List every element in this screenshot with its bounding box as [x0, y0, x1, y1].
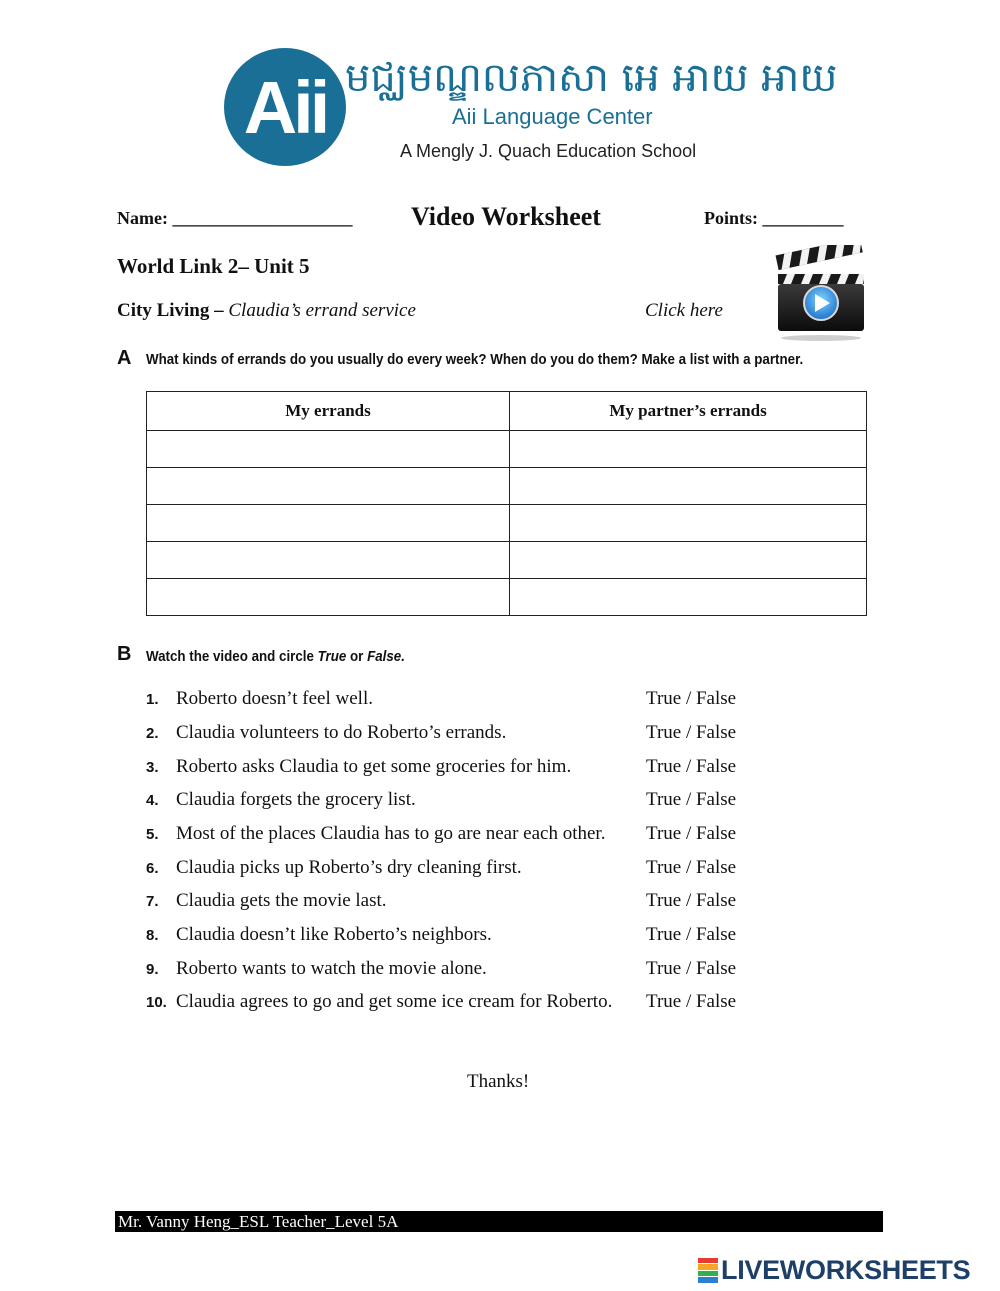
true-false-choice[interactable]: True / False: [646, 722, 737, 743]
question-item: [146, 823, 786, 853]
question-text: Claudia gets the movie last.: [176, 890, 387, 911]
question-number: 4.: [146, 792, 159, 809]
instruction-true: True: [317, 648, 347, 665]
logo-text: Aii: [243, 65, 327, 149]
question-number: 3.: [146, 759, 159, 776]
my-errand-cell[interactable]: [147, 468, 510, 505]
question-item: [146, 756, 786, 786]
logo-block-green: [698, 1271, 718, 1277]
table-row: [147, 431, 867, 468]
logo-block-red: [698, 1258, 718, 1264]
name-field[interactable]: Name: ____________________: [117, 208, 353, 228]
my-errand-cell[interactable]: [147, 579, 510, 616]
errands-table: [146, 391, 867, 616]
question-text: Claudia volunteers to do Roberto’s errands.: [176, 722, 507, 743]
true-false-choice[interactable]: True / False: [646, 857, 737, 878]
question-number: 7.: [146, 893, 159, 910]
closing-thanks: Thanks!: [467, 1071, 530, 1092]
true-false-choice[interactable]: True / False: [646, 789, 737, 810]
question-text: Claudia doesn’t like Roberto’s neighbors.: [176, 924, 492, 945]
center-name: Aii Language Center: [452, 104, 653, 129]
question-text: Claudia forgets the grocery list.: [176, 789, 416, 810]
partner-errand-cell[interactable]: [510, 542, 867, 579]
section-b-instruction: [146, 648, 405, 665]
true-false-choice[interactable]: True / False: [646, 688, 737, 709]
true-false-choice[interactable]: True / False: [646, 958, 737, 979]
logo-block-blue: [698, 1277, 718, 1283]
my-errand-cell[interactable]: [147, 431, 510, 468]
question-text: Claudia agrees to go and get some ice cream for Roberto.: [176, 991, 613, 1012]
lesson-topic: City Living –: [117, 300, 224, 321]
video-clapperboard-icon[interactable]: [775, 245, 867, 343]
partner-errand-cell[interactable]: [510, 431, 867, 468]
my-errand-cell[interactable]: [147, 505, 510, 542]
section-a-instruction: What kinds of errands do you usually do every week? When do you do them? Make a list with a partner.: [146, 351, 804, 368]
question-number: 6.: [146, 860, 159, 877]
clapperboard-svg: [775, 245, 867, 343]
question-text: Most of the places Claudia has to go are near each other.: [176, 823, 606, 844]
partner-errand-cell[interactable]: [510, 579, 867, 616]
table-row: [147, 579, 867, 616]
points-field: Points: _________: [704, 208, 844, 228]
khmer-center-name: មជ្ឈមណ្ឌលភាសា អេ អាយ អាយ: [345, 55, 838, 101]
true-false-choice[interactable]: True / False: [646, 991, 737, 1012]
lesson-subtitle: Claudia’s errand service: [228, 300, 416, 321]
question-item: [146, 789, 786, 819]
table-row: [147, 468, 867, 505]
liveworksheets-name: LIVEWORKSHEETS: [721, 1254, 971, 1285]
instruction-prefix: Watch the video and circle: [146, 648, 318, 665]
instruction-or: or: [346, 648, 368, 665]
true-false-choice[interactable]: True / False: [646, 823, 737, 844]
true-false-choice[interactable]: True / False: [646, 756, 737, 777]
school-name: A Mengly J. Quach Education School: [400, 141, 697, 161]
footer-text: Mr. Vanny Heng_ESL Teacher_Level 5A: [118, 1212, 399, 1231]
question-item: [146, 991, 786, 1021]
question-text: Claudia picks up Roberto’s dry cleaning first.: [176, 857, 522, 878]
question-text: Roberto doesn’t feel well.: [176, 688, 373, 709]
table-row: [147, 505, 867, 542]
liveworksheets-brand: [698, 1254, 970, 1286]
worksheet-title: Video Worksheet: [411, 202, 601, 231]
column-header-partner-errands: My partner’s errands: [510, 392, 867, 431]
question-number: 9.: [146, 961, 159, 978]
aii-logo: [224, 48, 346, 166]
question-item: [146, 722, 786, 752]
question-item: [146, 688, 786, 718]
unit-title: World Link 2– Unit 5: [117, 254, 310, 278]
my-errand-cell[interactable]: [147, 542, 510, 579]
column-header-my-errands: My errands: [147, 392, 510, 431]
lesson-line: [117, 300, 416, 322]
partner-errand-cell[interactable]: [510, 505, 867, 542]
logo-block-orange: [698, 1264, 718, 1270]
true-false-choice[interactable]: True / False: [646, 890, 737, 911]
table-row: [147, 542, 867, 579]
question-number: 8.: [146, 927, 159, 944]
footer-bar: [115, 1211, 883, 1232]
instruction-false: False.: [367, 648, 405, 665]
question-number: 2.: [146, 725, 159, 742]
question-text: Roberto asks Claudia to get some groceries for him.: [176, 756, 572, 777]
click-here-link[interactable]: Click here: [645, 300, 723, 321]
section-b-letter: B: [117, 643, 132, 665]
question-number: 10.: [146, 994, 167, 1011]
table-header-row: [147, 392, 867, 431]
true-false-choice[interactable]: True / False: [646, 924, 737, 945]
question-item: [146, 958, 786, 988]
question-text: Roberto wants to watch the movie alone.: [176, 958, 487, 979]
liveworksheets-logo-icon: [698, 1257, 718, 1283]
partner-errand-cell[interactable]: [510, 468, 867, 505]
question-number: 1.: [146, 691, 159, 708]
section-a-letter: A: [117, 347, 132, 369]
question-item: [146, 857, 786, 887]
question-item: [146, 924, 786, 954]
question-item: [146, 890, 786, 920]
question-number: 5.: [146, 826, 159, 843]
